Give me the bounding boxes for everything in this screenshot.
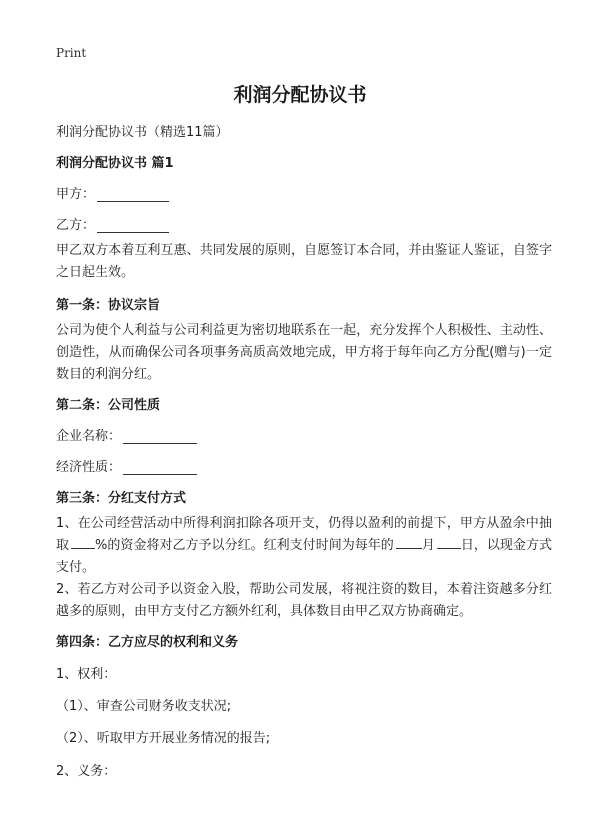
section1-heading: 第一条：协议宗旨: [56, 298, 161, 313]
party-b-label: 乙方：: [56, 218, 96, 233]
economy-type-label: 经济性质：: [56, 460, 122, 475]
section3-paragraph2: 2、若乙方对公司予以资金入股，帮助公司发展，将视注资的数目，本着注资越多分红越多的原则，由甲方支付乙方额外红利，具体数目由甲乙双方协商确定。: [56, 582, 552, 619]
section4-heading: 第四条：乙方应尽的权利和义务: [56, 635, 239, 650]
article-heading: 利润分配协议书 篇1: [56, 156, 174, 171]
intro-paragraph: 甲乙双方本着互利互惠、共同发展的原则，自愿签订本合同，并由鉴证人鉴证，自签字之日起生效。: [56, 243, 552, 280]
party-b-field: [56, 214, 169, 233]
section3-p1-part-c: 月: [421, 538, 435, 553]
party-a-field: [56, 183, 169, 202]
section3-p1-part-b: %的资金将对乙方予以分红。红利支付时间为每年的: [95, 538, 394, 553]
document-subtitle: 利润分配协议书（精选11篇）: [56, 125, 229, 140]
party-b-blank: [97, 218, 169, 233]
company-name-field: [56, 425, 197, 444]
section3-p1-part-a: 1、在公司经营活动中所得利润扣除各项开支，仍得以盈利的前提下，甲方从盈余中抽取: [56, 516, 552, 553]
duties-label: 2、义务：: [56, 764, 117, 779]
party-a-blank: [97, 187, 169, 202]
rights-label: 1、权利：: [56, 667, 117, 682]
section3-heading: 第三条：分红支付方式: [56, 491, 187, 506]
section3-p1-part-d: 日，以现金方式支付。: [56, 538, 552, 575]
right-item-2: （2）、听取甲方开展业务情况的报告;: [56, 731, 271, 746]
economy-type-blank: [123, 460, 197, 475]
percent-blank: [71, 536, 95, 549]
page-title: 利润分配协议书: [233, 84, 367, 106]
party-a-label: 甲方：: [56, 187, 96, 202]
month-blank: [396, 536, 422, 549]
section1-body: 公司为使个人利益与公司利益更为密切地联系在一起，充分发挥个人积极性、主动性、创造性，从而确保公司各项事务高质高效地完成，甲方将于每年向乙方分配(赠与)一定数目的利润分红。: [56, 323, 552, 382]
day-blank: [437, 536, 461, 549]
print-link[interactable]: Print: [56, 46, 87, 60]
company-name-label: 企业名称：: [56, 429, 122, 444]
section2-heading: 第二条：公司性质: [56, 398, 161, 413]
company-name-blank: [123, 429, 197, 444]
section3-paragraph1: [56, 513, 552, 579]
economy-type-field: [56, 456, 197, 475]
right-item-1: （1）、审查公司财务收支状况;: [56, 699, 232, 714]
